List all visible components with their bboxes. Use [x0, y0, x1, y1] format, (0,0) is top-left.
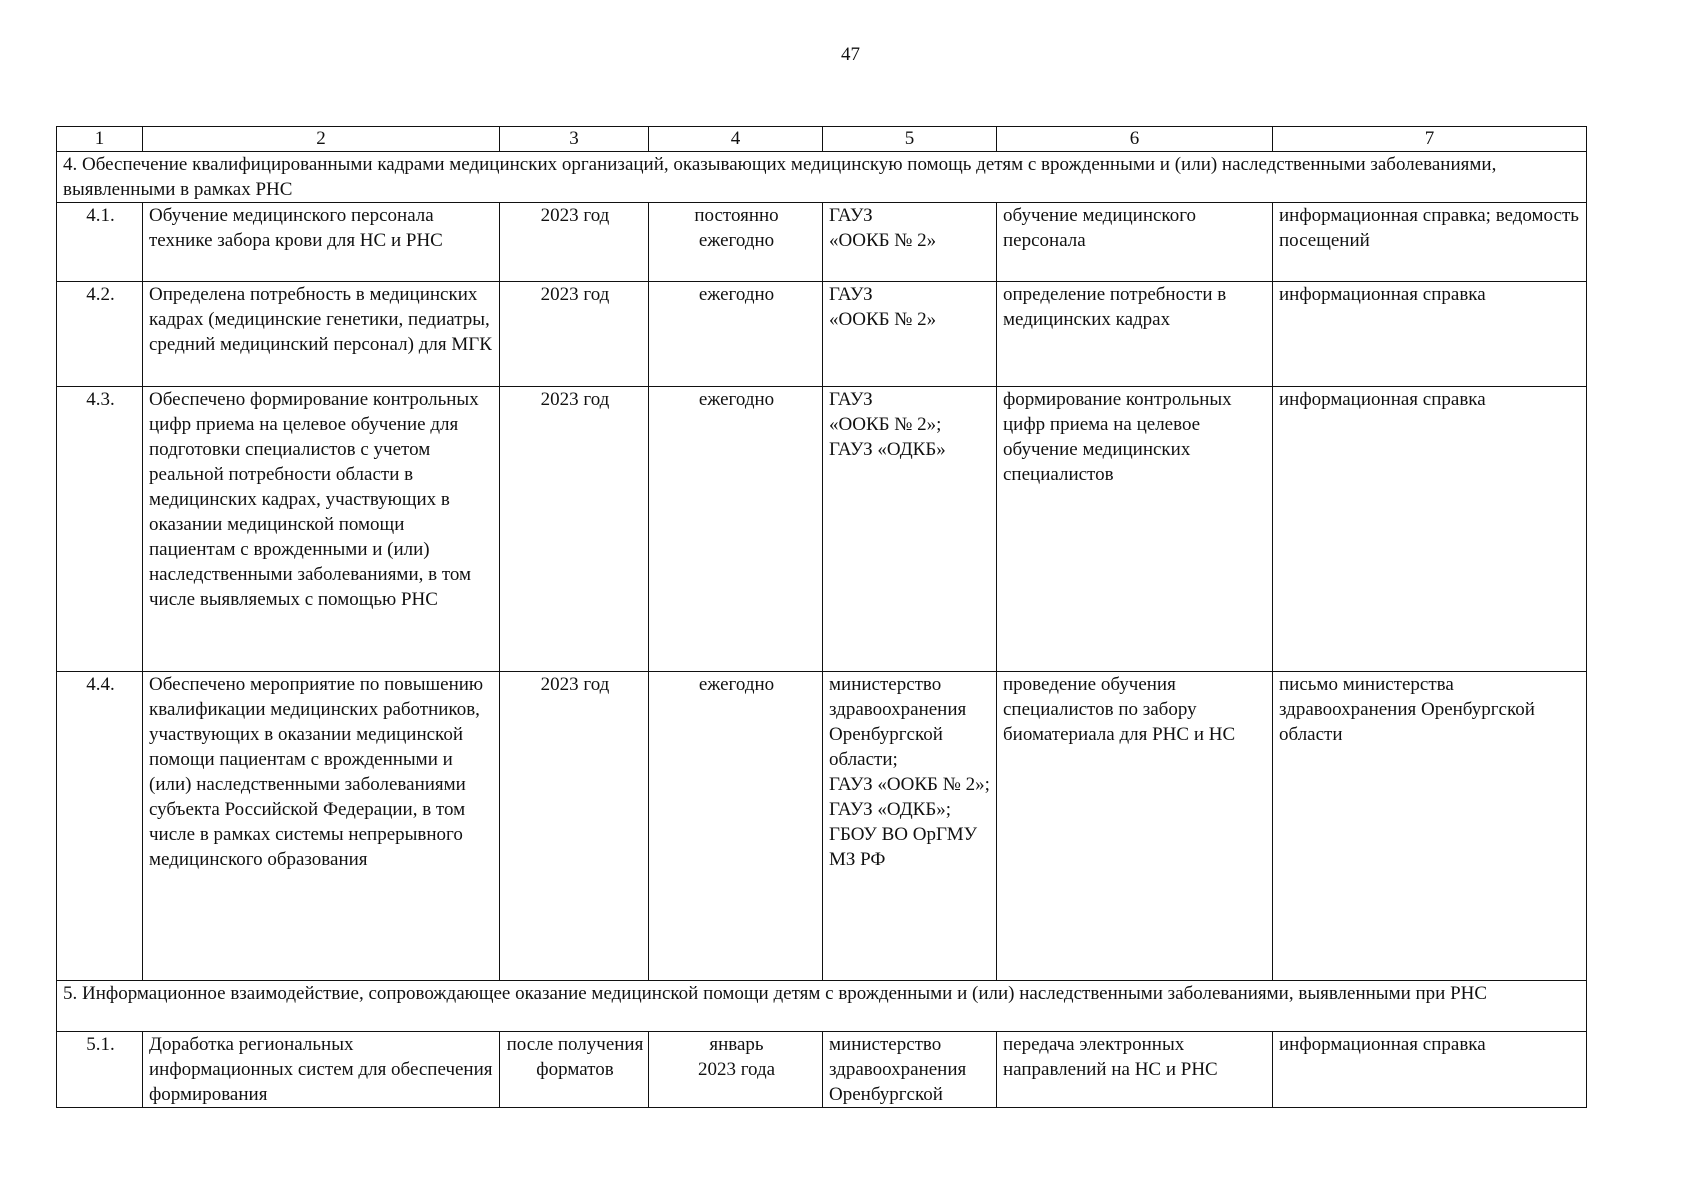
section-title: 4. Обеспечение квалифицированными кадрами медицинских организаций, оказывающих медицинскую помощь детям с врожденными и (или) наследственными заболеваниями, выявленными в рамках РНС — [57, 152, 1587, 203]
document-cell: письмо министерства здравоохранения Оренбургской области — [1273, 672, 1587, 981]
section-header-row — [57, 152, 1587, 203]
start-cell: 2023 год — [500, 672, 649, 981]
responsible-cell: ГАУЗ «ООКБ № 2» — [823, 203, 997, 282]
measures-table — [56, 126, 1587, 1108]
start-cell: после получения форматов — [500, 1032, 649, 1108]
column-number-row — [57, 127, 1587, 152]
responsible-cell: министерство здравоохранения Оренбургской области; ГАУЗ «ООКБ № 2»; ГАУЗ «ОДКБ»; ГБОУ ВО ОрГМУ МЗ РФ — [823, 672, 997, 981]
section-header-row — [57, 981, 1587, 1032]
document-cell: информационная справка; ведомость посещений — [1273, 203, 1587, 282]
deadline-cell: ежегодно — [649, 282, 823, 387]
section-title: 5. Информационное взаимодействие, сопровождающее оказание медицинской помощи детям с врожденными и (или) наследственными заболеваниями, выявленными при РНС — [57, 981, 1587, 1032]
deadline-cell: январь 2023 года — [649, 1032, 823, 1108]
result-cell: обучение медицинского персонала — [997, 203, 1273, 282]
page-number: 47 — [841, 44, 860, 65]
result-cell: передача электронных направлений на НС и РНС — [997, 1032, 1273, 1108]
table-row — [57, 672, 1587, 981]
column-number: 5 — [823, 127, 997, 152]
result-cell: определение потребности в медицинских кадрах — [997, 282, 1273, 387]
row-number: 4.4. — [57, 672, 143, 981]
result-cell: формирование контрольных цифр приема на целевое обучение медицинских специалистов — [997, 387, 1273, 672]
document-cell: информационная справка — [1273, 1032, 1587, 1108]
activity-cell: Доработка региональных информационных систем для обеспечения формирования — [143, 1032, 500, 1108]
activity-cell: Обеспечено мероприятие по повышению квалификации медицинских работников, участвующих в оказании медицинской помощи пациентам с врожденными и (или) наследственными заболеваниями субъекта Российской Федерации, в том числе в рамках системы непрерывного медицинского образования — [143, 672, 500, 981]
activity-cell: Определена потребность в медицинских кадрах (медицинские генетики, педиатры, средний медицинский персонал) для МГК — [143, 282, 500, 387]
responsible-cell: ГАУЗ «ООКБ № 2»; ГАУЗ «ОДКБ» — [823, 387, 997, 672]
column-number: 2 — [143, 127, 500, 152]
document-cell: информационная справка — [1273, 282, 1587, 387]
start-cell: 2023 год — [500, 282, 649, 387]
activity-cell: Обучение медицинского персонала технике забора крови для НС и РНС — [143, 203, 500, 282]
responsible-cell: министерство здравоохранения Оренбургской — [823, 1032, 997, 1108]
column-number: 6 — [997, 127, 1273, 152]
column-number: 1 — [57, 127, 143, 152]
row-number: 4.3. — [57, 387, 143, 672]
table-row — [57, 387, 1587, 672]
start-cell: 2023 год — [500, 387, 649, 672]
deadline-cell: постоянно ежегодно — [649, 203, 823, 282]
row-number: 4.2. — [57, 282, 143, 387]
start-cell: 2023 год — [500, 203, 649, 282]
table-row — [57, 282, 1587, 387]
deadline-cell: ежегодно — [649, 387, 823, 672]
document-cell: информационная справка — [1273, 387, 1587, 672]
column-number: 3 — [500, 127, 649, 152]
column-number: 7 — [1273, 127, 1587, 152]
column-number: 4 — [649, 127, 823, 152]
deadline-cell: ежегодно — [649, 672, 823, 981]
row-number: 5.1. — [57, 1032, 143, 1108]
table-row — [57, 1032, 1587, 1108]
responsible-cell: ГАУЗ «ООКБ № 2» — [823, 282, 997, 387]
row-number: 4.1. — [57, 203, 143, 282]
activity-cell: Обеспечено формирование контрольных цифр приема на целевое обучение для подготовки специалистов с учетом реальной потребности области в медицинских кадрах, участвующих в оказании медицинской помощи пациентам с врожденными и (или) наследственными заболеваниями, в том числе выявляемых с помощью РНС — [143, 387, 500, 672]
result-cell: проведение обучения специалистов по забору биоматериала для РНС и НС — [997, 672, 1273, 981]
table-row — [57, 203, 1587, 282]
